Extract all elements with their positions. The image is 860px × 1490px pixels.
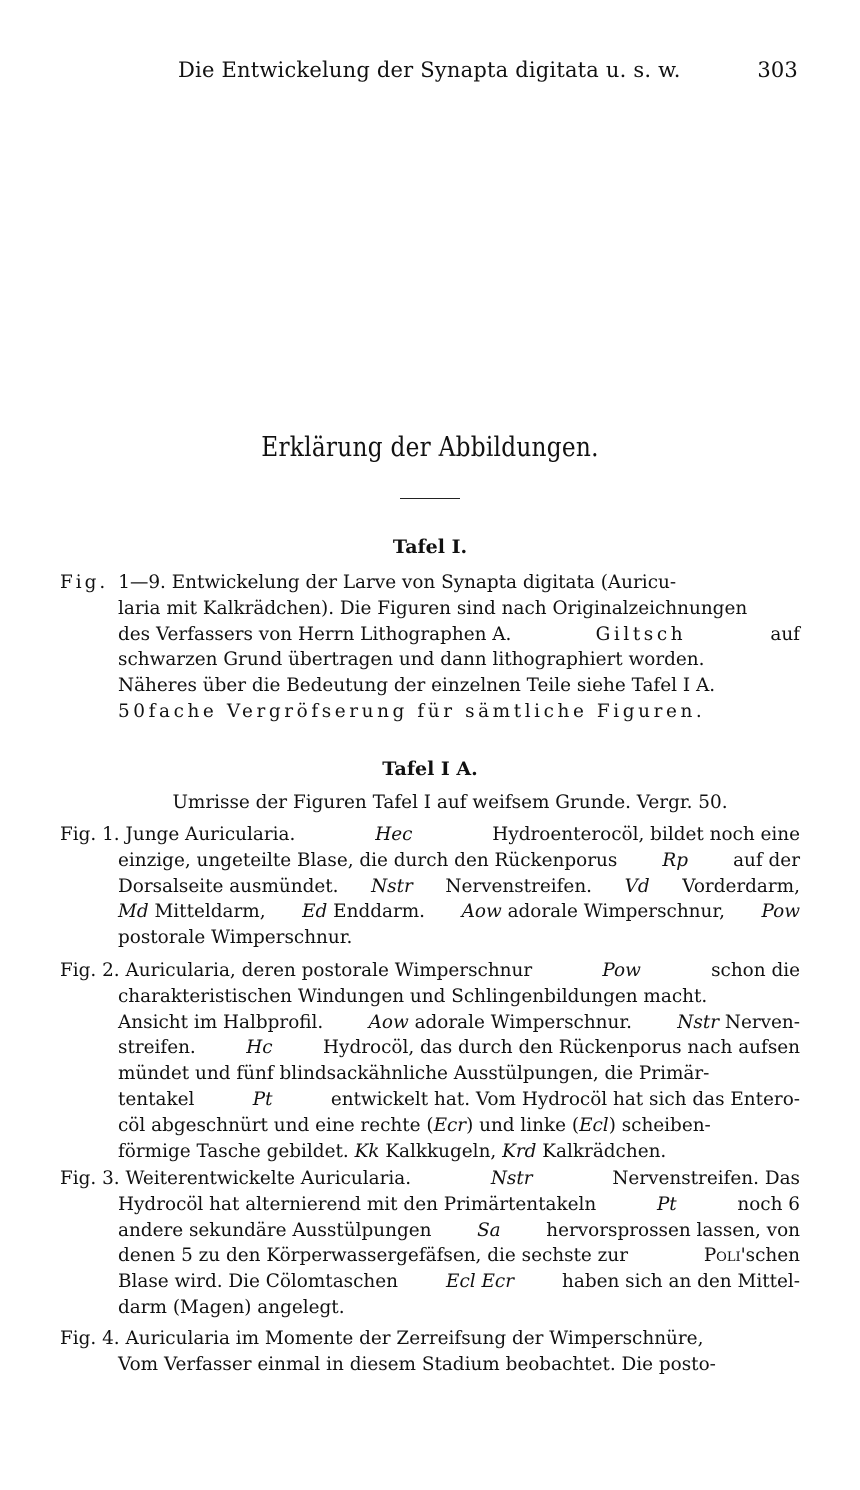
text-segment: denen 5 zu den Körperwassergefäfsen, die sechste zur <box>118 1245 628 1267</box>
text-segment: Fig. 4. Auricularia im Momente der Zerreifsung der Wimperschnüre, <box>60 1328 704 1349</box>
text-segment: auf <box>770 623 800 645</box>
text-segment: Fig. 2. Auricularia, deren postorale Wimperschnur <box>60 960 533 981</box>
text-segment: 'schen <box>740 1245 800 1267</box>
text-segment: Nervenstreifen. <box>445 875 593 897</box>
magnification-note: 50fache Vergröfserung für sämtliche Figuren. <box>118 700 706 722</box>
fig-3-caption <box>60 1166 800 1321</box>
text-segment: Kalkrädchen. <box>542 1140 667 1162</box>
fig-1-caption <box>60 822 800 951</box>
text-segment: ) und linke ( <box>466 1114 580 1136</box>
fig-label: Fig. <box>60 572 109 593</box>
abbr: Pt <box>252 1088 273 1110</box>
text-segment: einzige, ungeteilte Blase, die durch den Rückenporus <box>118 849 618 871</box>
text-segment: Umrisse der Figuren Tafel I auf weifsem Grunde. Vergr. 50. <box>172 792 728 813</box>
text-segment: Mitteldarm, <box>154 901 266 923</box>
text-line <box>60 899 800 925</box>
text-line <box>60 848 800 874</box>
text-line <box>60 1087 800 1113</box>
text-segment: tentakel <box>118 1088 195 1110</box>
abbr: Krd <box>502 1140 537 1162</box>
text-segment: Fig. 1. Junge Auricularia. <box>60 824 296 845</box>
text-line <box>60 1269 800 1295</box>
abbr: Rp <box>662 849 689 871</box>
abbr: Hc <box>246 1037 273 1059</box>
text-line <box>60 570 800 596</box>
text-segment: Vom Verfasser einmal in diesem Stadium beobachtet. Die posto- <box>118 1353 716 1375</box>
abbr: Ecl Ecr <box>446 1271 514 1293</box>
text-line <box>60 1061 800 1087</box>
abbr: Nstr <box>677 1011 720 1033</box>
text-segment: des Verfassers von Herrn Lithographen A. <box>118 623 512 645</box>
abbr: Ecr <box>433 1114 467 1136</box>
text-line <box>60 673 800 699</box>
text-segment: schon die <box>711 960 800 981</box>
text-segment: mündet und fünf blindsackähnliche Ausstülpungen, die Primär- <box>118 1063 710 1085</box>
text-segment: darm (Magen) angelegt. <box>118 1296 345 1318</box>
abbr: Hec <box>375 824 413 845</box>
abbr: Aow <box>461 901 502 923</box>
abbr: Vd <box>624 875 650 897</box>
text-segment: haben sich an den Mittel- <box>562 1271 800 1293</box>
text-line <box>60 1295 800 1321</box>
text-line <box>60 1352 800 1378</box>
abbr: Nstr <box>371 875 413 897</box>
text-segment: Fig. 3. Weiterentwickelte Auricularia. <box>60 1168 412 1189</box>
abbr: Ecl <box>579 1114 609 1136</box>
abbr: Pow <box>602 960 641 981</box>
text-segment: noch 6 <box>737 1193 800 1215</box>
abbr: Aow <box>368 1011 409 1033</box>
text-segment: laria mit Kalkrädchen). Die Figuren sind nach Originalzeichnungen <box>118 597 748 619</box>
text-line <box>60 925 800 951</box>
text-segment: Ansicht im Halbprofil. <box>118 1011 324 1033</box>
abbr: Pow <box>761 901 800 923</box>
tafel-1a-intro <box>60 790 800 816</box>
page-number: 303 <box>757 58 798 82</box>
text-segment: Blase wird. Die Cölomtaschen <box>118 1271 398 1293</box>
abbr: Md <box>118 901 149 923</box>
text-segment: Hydroenterocöl, bildet noch eine <box>492 824 800 845</box>
text-line <box>60 1326 800 1352</box>
text-line <box>60 699 800 725</box>
text-segment: postorale Wimperschnur. <box>118 927 353 949</box>
text-segment: Nervenstreifen. Das <box>612 1168 800 1189</box>
text-segment: schwarzen Grund übertragen und dann lithographiert worden. <box>118 649 705 671</box>
author-name: Poli <box>703 1245 741 1267</box>
text-segment: Hydrocöl hat alternierend mit den Primärtentakeln <box>118 1193 597 1215</box>
text-segment: streifen. <box>118 1037 196 1059</box>
text-line <box>60 790 800 816</box>
abbr: Kk <box>354 1140 380 1162</box>
text-segment: ) scheiben- <box>608 1114 711 1136</box>
tafel-1-text <box>60 570 800 725</box>
text-line <box>60 822 800 848</box>
text-line <box>60 1113 800 1139</box>
running-title: Die Entwickelung der Synapta digitata u. s. w. <box>178 58 681 82</box>
text-line <box>60 1010 800 1036</box>
text-segment: förmige Tasche gebildet. <box>118 1140 349 1162</box>
text-line <box>60 1035 800 1061</box>
text-line <box>60 1192 800 1218</box>
running-header <box>178 58 798 82</box>
text-segment: Dorsalseite ausmündet. <box>118 875 339 897</box>
text-line <box>60 1218 800 1244</box>
text-line <box>60 958 800 984</box>
text-segment: hervorsprossen lassen, von <box>546 1219 800 1241</box>
fig-4-caption <box>60 1326 800 1378</box>
text-line <box>60 596 800 622</box>
abbr: Nstr <box>490 1168 533 1189</box>
text-segment: cöl abgeschnürt und eine rechte ( <box>118 1114 434 1136</box>
text-line-content: 1—9. Entwickelung der Larve von Synapta digitata (Auricu- <box>118 572 677 593</box>
text-line <box>60 647 800 673</box>
text-segment: auf der <box>733 849 800 871</box>
fig-2-caption <box>60 958 800 1164</box>
text-segment: Enddarm. <box>333 901 426 923</box>
text-line <box>60 874 800 900</box>
text-segment: andere sekundäre Ausstülpungen <box>118 1219 432 1241</box>
tafel-1-heading: Tafel I. <box>392 536 468 558</box>
text-line <box>60 984 800 1010</box>
text-line <box>60 1243 800 1269</box>
abbr: Ed <box>302 901 328 923</box>
text-segment: charakteristischen Windungen und Schlingenbildungen macht. <box>118 985 708 1007</box>
text-segment: Hydrocöl, das durch den Rückenporus nach aufsen <box>323 1037 800 1059</box>
abbr: Pt <box>656 1193 677 1215</box>
text-line <box>60 622 800 648</box>
text-line <box>60 1139 800 1165</box>
title-rule <box>400 498 460 499</box>
text-segment: adorale Wimperschnur, <box>507 901 725 923</box>
text-segment: Näheres über die Bedeutung der einzelnen Teile siehe Tafel I A. <box>118 675 716 697</box>
text-segment: entwickelt hat. Vom Hydrocöl hat sich das Entero- <box>330 1088 800 1110</box>
tafel-1a-heading: Tafel I A. <box>382 758 478 780</box>
text-segment: Vorderdarm, <box>682 875 800 897</box>
text-segment: Kalkkugeln, <box>385 1140 497 1162</box>
section-title: Erklärung der Abbildungen. <box>261 432 599 463</box>
abbr: Sa <box>477 1219 501 1241</box>
text-segment: Nerven- <box>724 1011 800 1033</box>
text-segment: adorale Wimperschnur. <box>414 1011 632 1033</box>
author-name: Giltsch <box>595 623 687 645</box>
text-line <box>60 1166 800 1192</box>
